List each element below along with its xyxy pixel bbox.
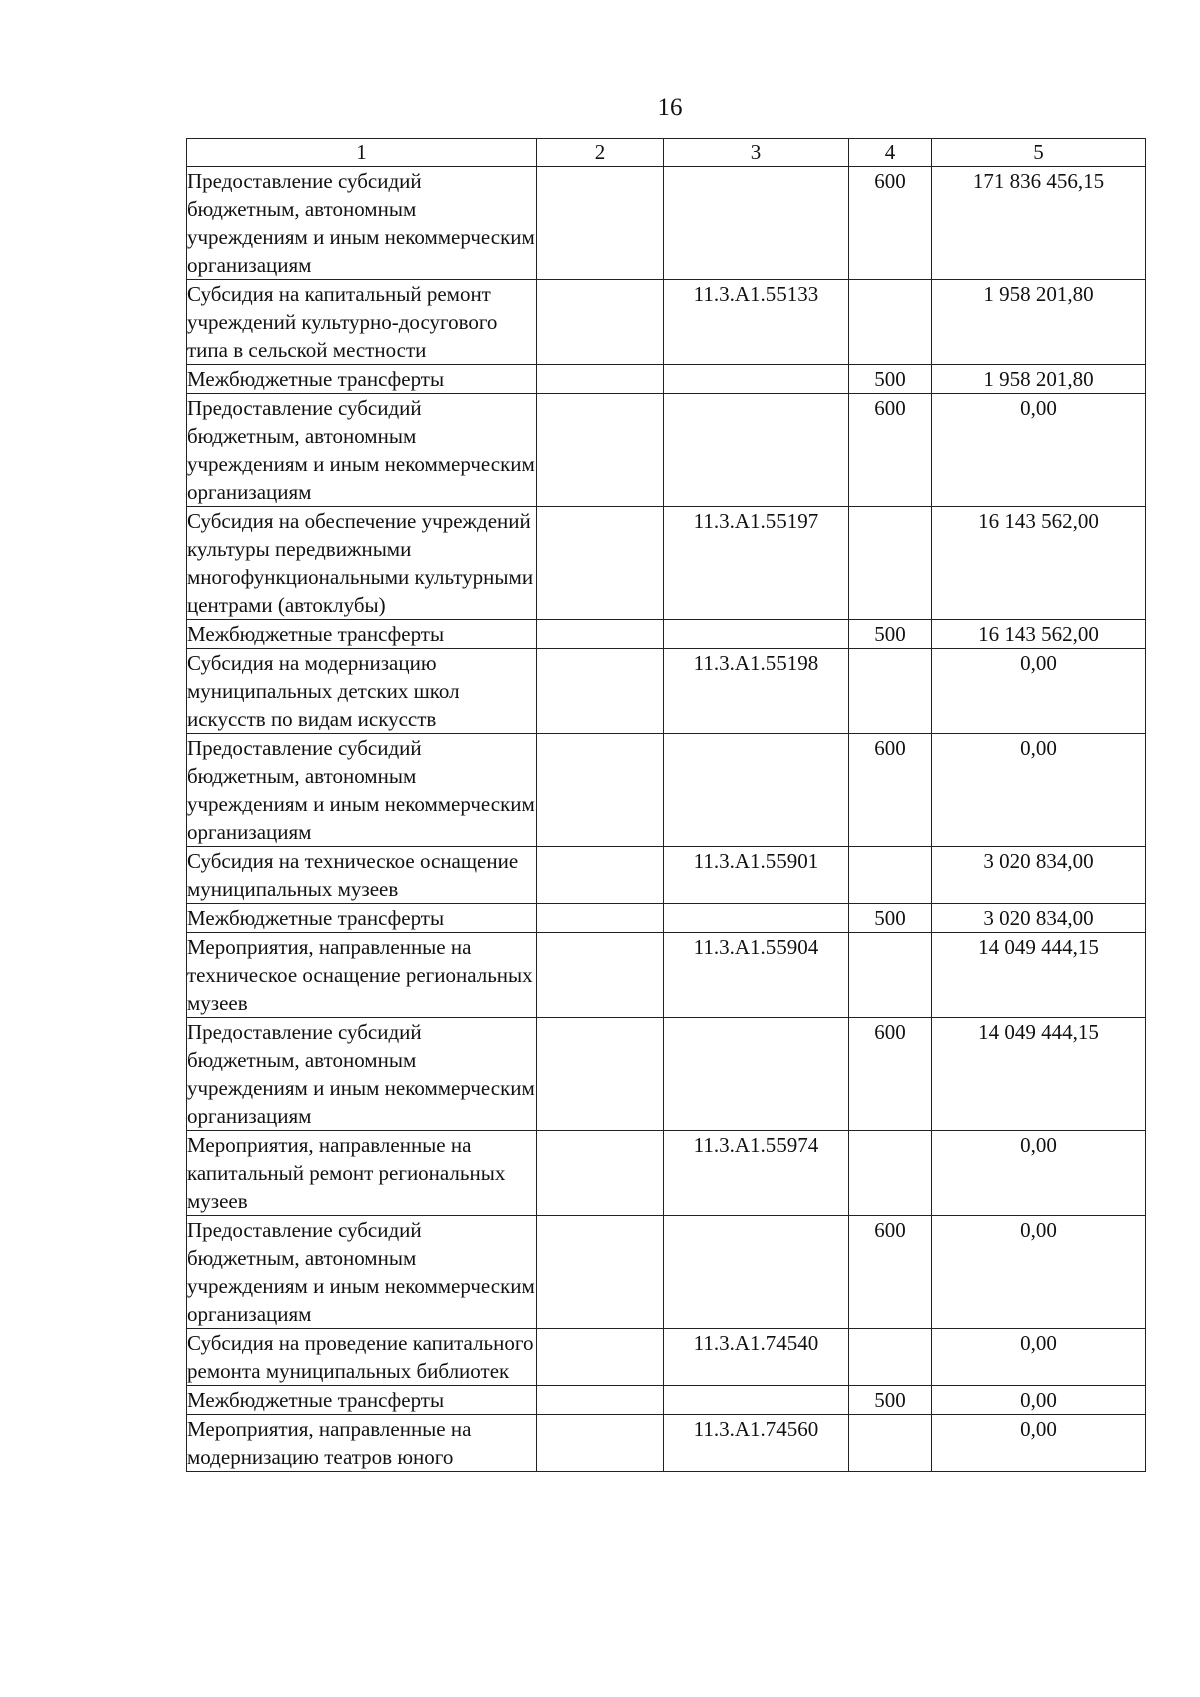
row-name-cell: Мероприятия, направленные на модернизацию театров юного [187, 1415, 537, 1472]
row-code-cell [664, 167, 849, 280]
row-code-cell [664, 1018, 849, 1131]
row-code-cell [664, 365, 849, 394]
row-kind-cell: 600 [849, 167, 932, 280]
row-kind-cell [849, 507, 932, 620]
table-row [187, 167, 1146, 280]
column-header: 2 [537, 139, 664, 167]
row-col2-cell [537, 167, 664, 280]
row-amount-cell: 0,00 [932, 1386, 1146, 1415]
row-kind-cell [849, 280, 932, 365]
row-col2-cell [537, 1415, 664, 1472]
row-code-cell: 11.3.А1.55133 [664, 280, 849, 365]
row-col2-cell [537, 1329, 664, 1386]
row-kind-cell: 500 [849, 365, 932, 394]
row-name-cell: Предоставление субсидий бюджетным, автономным учреждениям и иным некоммерческим организациям [187, 394, 537, 507]
row-kind-cell [849, 1415, 932, 1472]
row-kind-cell: 500 [849, 620, 932, 649]
row-amount-cell: 16 143 562,00 [932, 507, 1146, 620]
row-col2-cell [537, 847, 664, 904]
row-code-cell [664, 1216, 849, 1329]
row-kind-cell [849, 649, 932, 734]
row-col2-cell [537, 365, 664, 394]
row-amount-cell: 3 020 834,00 [932, 904, 1146, 933]
table-row [187, 1216, 1146, 1329]
row-name-cell: Межбюджетные трансферты [187, 1386, 537, 1415]
budget-table [186, 138, 1146, 1472]
table-row [187, 1018, 1146, 1131]
table-row [187, 507, 1146, 620]
row-code-cell: 11.3.А1.74540 [664, 1329, 849, 1386]
table-row [187, 394, 1146, 507]
table-row [187, 280, 1146, 365]
row-name-cell: Мероприятия, направленные на техническое оснащение региональных музеев [187, 933, 537, 1018]
column-header: 5 [932, 139, 1146, 167]
row-name-cell: Предоставление субсидий бюджетным, автономным учреждениям и иным некоммерческим организациям [187, 167, 537, 280]
row-name-cell: Межбюджетные трансферты [187, 904, 537, 933]
table-row [187, 904, 1146, 933]
row-code-cell: 11.3.А1.55974 [664, 1131, 849, 1216]
table-row [187, 1415, 1146, 1472]
row-kind-cell [849, 847, 932, 904]
table-row [187, 933, 1146, 1018]
row-kind-cell [849, 933, 932, 1018]
row-col2-cell [537, 1131, 664, 1216]
row-amount-cell: 0,00 [932, 649, 1146, 734]
table-row [187, 620, 1146, 649]
row-amount-cell: 0,00 [932, 734, 1146, 847]
column-header: 4 [849, 139, 932, 167]
row-code-cell [664, 1386, 849, 1415]
row-code-cell [664, 620, 849, 649]
row-amount-cell: 0,00 [932, 1329, 1146, 1386]
row-name-cell: Предоставление субсидий бюджетным, автономным учреждениям и иным некоммерческим организациям [187, 734, 537, 847]
row-amount-cell: 0,00 [932, 1216, 1146, 1329]
row-col2-cell [537, 620, 664, 649]
row-amount-cell: 0,00 [932, 1415, 1146, 1472]
header-row [187, 139, 1146, 167]
row-name-cell: Субсидия на капитальный ремонт учреждений культурно-досугового типа в сельской местности [187, 280, 537, 365]
column-header: 1 [187, 139, 537, 167]
column-header: 3 [664, 139, 849, 167]
table-row [187, 365, 1146, 394]
row-col2-cell [537, 1216, 664, 1329]
table-row [187, 1329, 1146, 1386]
row-amount-cell: 14 049 444,15 [932, 1018, 1146, 1131]
row-name-cell: Субсидия на модернизацию муниципальных детских школ искусств по видам искусств [187, 649, 537, 734]
row-col2-cell [537, 507, 664, 620]
row-amount-cell: 0,00 [932, 394, 1146, 507]
row-amount-cell: 16 143 562,00 [932, 620, 1146, 649]
row-code-cell [664, 394, 849, 507]
row-col2-cell [537, 904, 664, 933]
table-row [187, 847, 1146, 904]
row-kind-cell: 600 [849, 394, 932, 507]
row-amount-cell: 171 836 456,15 [932, 167, 1146, 280]
row-kind-cell: 500 [849, 904, 932, 933]
row-name-cell: Межбюджетные трансферты [187, 365, 537, 394]
row-name-cell: Межбюджетные трансферты [187, 620, 537, 649]
row-col2-cell [537, 1386, 664, 1415]
row-col2-cell [537, 394, 664, 507]
row-col2-cell [537, 649, 664, 734]
row-amount-cell: 0,00 [932, 1131, 1146, 1216]
table-row [187, 734, 1146, 847]
row-kind-cell: 600 [849, 734, 932, 847]
row-col2-cell [537, 933, 664, 1018]
row-code-cell: 11.3.А1.55904 [664, 933, 849, 1018]
row-code-cell [664, 904, 849, 933]
row-code-cell: 11.3.А1.55197 [664, 507, 849, 620]
row-col2-cell [537, 1018, 664, 1131]
row-code-cell: 11.3.А1.55198 [664, 649, 849, 734]
row-name-cell: Предоставление субсидий бюджетным, автономным учреждениям и иным некоммерческим организациям [187, 1216, 537, 1329]
row-code-cell: 11.3.А1.74560 [664, 1415, 849, 1472]
row-col2-cell [537, 280, 664, 365]
row-name-cell: Субсидия на техническое оснащение муниципальных музеев [187, 847, 537, 904]
row-kind-cell: 600 [849, 1018, 932, 1131]
row-kind-cell [849, 1329, 932, 1386]
row-name-cell: Субсидия на обеспечение учреждений культуры передвижными многофункциональными культурными центрами (автоклубы) [187, 507, 537, 620]
row-amount-cell: 1 958 201,80 [932, 280, 1146, 365]
row-kind-cell [849, 1131, 932, 1216]
row-code-cell: 11.3.А1.55901 [664, 847, 849, 904]
row-amount-cell: 14 049 444,15 [932, 933, 1146, 1018]
table-row [187, 1386, 1146, 1415]
row-name-cell: Субсидия на проведение капитального ремонта муниципальных библиотек [187, 1329, 537, 1386]
row-kind-cell: 500 [849, 1386, 932, 1415]
table-body [187, 167, 1146, 1472]
row-name-cell: Мероприятия, направленные на капитальный ремонт региональных музеев [187, 1131, 537, 1216]
row-amount-cell: 1 958 201,80 [932, 365, 1146, 394]
row-col2-cell [537, 734, 664, 847]
table-row [187, 1131, 1146, 1216]
table-row [187, 649, 1146, 734]
row-amount-cell: 3 020 834,00 [932, 847, 1146, 904]
row-code-cell [664, 734, 849, 847]
row-kind-cell: 600 [849, 1216, 932, 1329]
row-name-cell: Предоставление субсидий бюджетным, автономным учреждениям и иным некоммерческим организациям [187, 1018, 537, 1131]
page-number: 16 [657, 94, 683, 121]
